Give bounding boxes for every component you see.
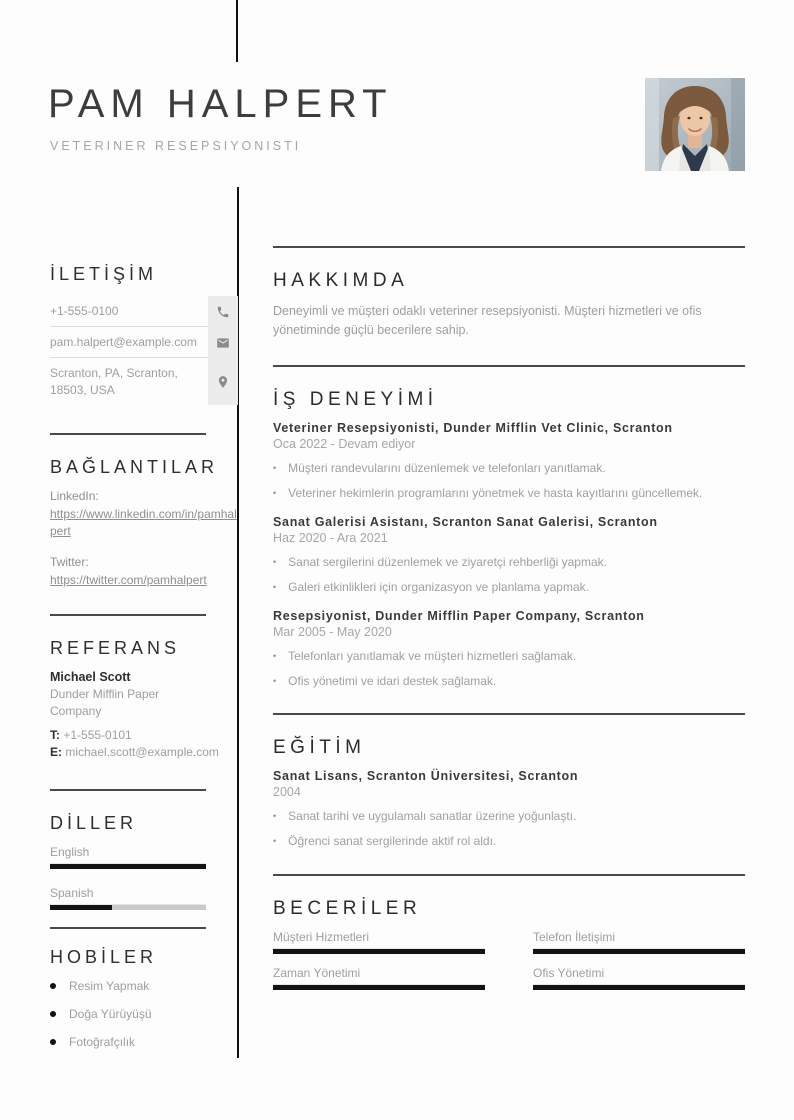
link-url[interactable]: https://www.linkedin.com/in/pamhalpert [50,506,237,539]
about-section [273,270,745,341]
phone-icon [208,296,238,327]
skill-item [533,930,745,954]
skills-grid [273,930,745,990]
skill-level-bar [533,949,745,954]
bullet-dot-icon: • [273,487,277,498]
bullet-text: Öğrenci sanat sergilerinde aktif rol aldı. [288,834,497,849]
reference-email-value: michael.scott@example.com [65,745,219,760]
skill-level-bar [533,985,745,990]
hobbies-list [50,979,238,1049]
bullet-dot-icon [50,983,56,989]
languages-heading: DİLLER [50,812,138,833]
reference-phone-label: T: [50,728,60,743]
contact-list [50,296,238,405]
education-list [273,769,745,850]
profile-photo [645,78,745,171]
skill-item [273,966,485,990]
entry-bullet [273,833,745,850]
entry-dates: Haz 2020 - Ara 2021 [273,530,388,545]
entry-title: Sanat Galerisi Asistanı, Scranton Sanat Galerisi, Scranton [273,514,658,529]
contact-row [50,296,238,327]
language-level-bar [50,864,206,869]
education-section [273,737,745,850]
bullet-text: Sanat sergilerini düzenlemek ve ziyaretçi rehberliği yapmak. [288,554,607,569]
section-rule [273,246,745,248]
entry-bullet [273,808,745,825]
skills-section [273,898,745,990]
skills-heading: BECERİLER [273,897,422,919]
link-item [50,489,238,541]
skill-name: Zaman Yönetimi [273,966,485,985]
bullet-text: Telefonları yanıtlamak ve müşteri hizmetleri sağlamak. [288,649,577,664]
portrait-illustration [645,78,745,171]
top-divider-line [236,0,238,62]
experience-entry [273,421,745,502]
bullet-dot-icon: • [273,462,277,473]
links-section [50,457,238,590]
entry-bullet [273,554,745,571]
contact-row [50,358,238,404]
experience-entry [273,769,745,850]
languages-section [50,813,238,910]
skill-level-fill [273,949,485,954]
section-rule [273,713,745,715]
bullet-dot-icon: • [273,836,277,847]
skill-name: Telefon İletişimi [533,930,745,949]
bullet-dot-icon: • [273,651,277,662]
skill-level-bar [273,985,485,990]
education-heading: EĞİTİM [273,737,366,759]
hobby-label: Fotoğrafçılık [69,1034,136,1049]
skill-level-fill [533,985,745,990]
experience-heading: İŞ DENEYİMİ [273,388,438,410]
language-item [50,886,238,910]
bullet-dot-icon: • [273,556,277,567]
skill-name: Ofis Yönetimi [533,966,745,985]
language-level-fill [50,864,206,869]
hobby-label: Doğa Yürüyüşü [69,1006,152,1021]
skill-level-bar [273,949,485,954]
sidebar [50,264,238,1063]
contact-value: pam.halpert@example.com [50,327,208,358]
contact-heading: İLETİŞİM [50,264,158,284]
skill-level-fill [273,985,485,990]
references-heading: REFERANS [50,637,181,658]
language-level-bar [50,905,206,910]
skill-item [533,966,745,990]
links-heading: BAĞLANTILAR [50,456,219,477]
contact-section [50,264,238,405]
references-section [50,638,238,761]
reference-phone [50,727,238,744]
job-title-subtitle: VETERINER RESEPSIYONISTI [50,139,302,153]
entry-dates: Oca 2022 - Devam ediyor [273,436,416,451]
contact-value: +1-555-0100 [50,296,208,327]
skill-level-fill [533,949,745,954]
entry-bullet [273,648,745,665]
bullet-text: Galeri etkinlikleri için organizasyon ve planlama yapmak. [288,580,589,595]
link-label: LinkedIn: [50,488,99,503]
languages-list [50,845,238,910]
contact-row [50,327,238,358]
experience-entry [273,515,745,596]
about-heading: HAKKIMDA [273,270,409,291]
hobbies-section [50,947,238,1049]
hobby-label: Resim Yapmak [69,978,150,993]
section-rule [50,614,206,616]
section-rule [50,433,206,435]
section-rule [273,365,745,367]
entry-title: Resepsiyonist, Dunder Mifflin Paper Company, Scranton [273,609,645,624]
hobby-item [50,1007,238,1021]
entry-bullet [273,579,745,596]
main-column [273,246,745,990]
page-title: PAM HALPERT [48,82,393,126]
entry-dates: 2004 [273,785,301,800]
links-list [50,489,238,590]
reference-email-label: E: [50,745,62,760]
bullet-text: Veteriner hekimlerin programlarını yönetmek ve hasta kayıtlarını güncellemek. [288,485,703,500]
bullet-text: Ofis yönetimi ve idari destek sağlamak. [288,674,497,689]
bullet-text: Sanat tarihi ve uygulamalı sanatlar üzerine yoğunlaştı. [288,809,577,824]
section-rule [273,874,745,876]
link-url[interactable]: https://twitter.com/pamhalpert [50,573,207,588]
section-rule [50,789,206,791]
entry-bullet [273,485,745,502]
link-item [50,555,238,589]
hobby-item [50,979,238,993]
bullet-dot-icon [50,1039,56,1045]
entry-title: Sanat Lisans, Scranton Üniversitesi, Scranton [273,769,579,784]
about-text: Deneyimli ve müşteri odaklı veteriner resepsiyonisti. Müşteri hizmetleri ve ofis yönetiminde güçlü becerilere sahip. [273,304,702,338]
language-level-fill [50,905,112,910]
bullet-dot-icon: • [273,811,277,822]
bullet-dot-icon [50,1011,56,1017]
experience-entry [273,609,745,690]
language-item [50,845,238,869]
entry-title: Veteriner Resepsiyonisti, Dunder Mifflin Vet Clinic, Scranton [273,420,673,435]
bullet-dot-icon: • [273,676,277,687]
language-name: English [50,845,206,864]
hobby-item [50,1035,238,1049]
mail-icon [208,327,238,358]
experience-section [273,389,745,691]
entry-bullet [273,673,745,690]
skill-item [273,930,485,954]
jobs-list [273,421,745,691]
reference-phone-value: +1-555-0101 [63,728,132,743]
section-rule [50,927,206,929]
link-label: Twitter: [50,555,89,570]
reference-email [50,744,238,761]
language-name: Spanish [50,886,206,905]
bullet-dot-icon: • [273,582,277,593]
skill-name: Müşteri Hizmetleri [273,930,485,949]
contact-value: Scranton, PA, Scranton, 18503, USA [50,366,178,397]
hobbies-heading: HOBİLER [50,946,158,967]
reference-company: Dunder Mifflin Paper Company [50,686,160,718]
location-icon [208,358,238,404]
reference-name: Michael Scott [50,669,131,684]
entry-bullet [273,460,745,477]
entry-dates: Mar 2005 - May 2020 [273,625,392,640]
bullet-text: Müşteri randevularını düzenlemek ve telefonları yanıtlamak. [288,460,606,475]
